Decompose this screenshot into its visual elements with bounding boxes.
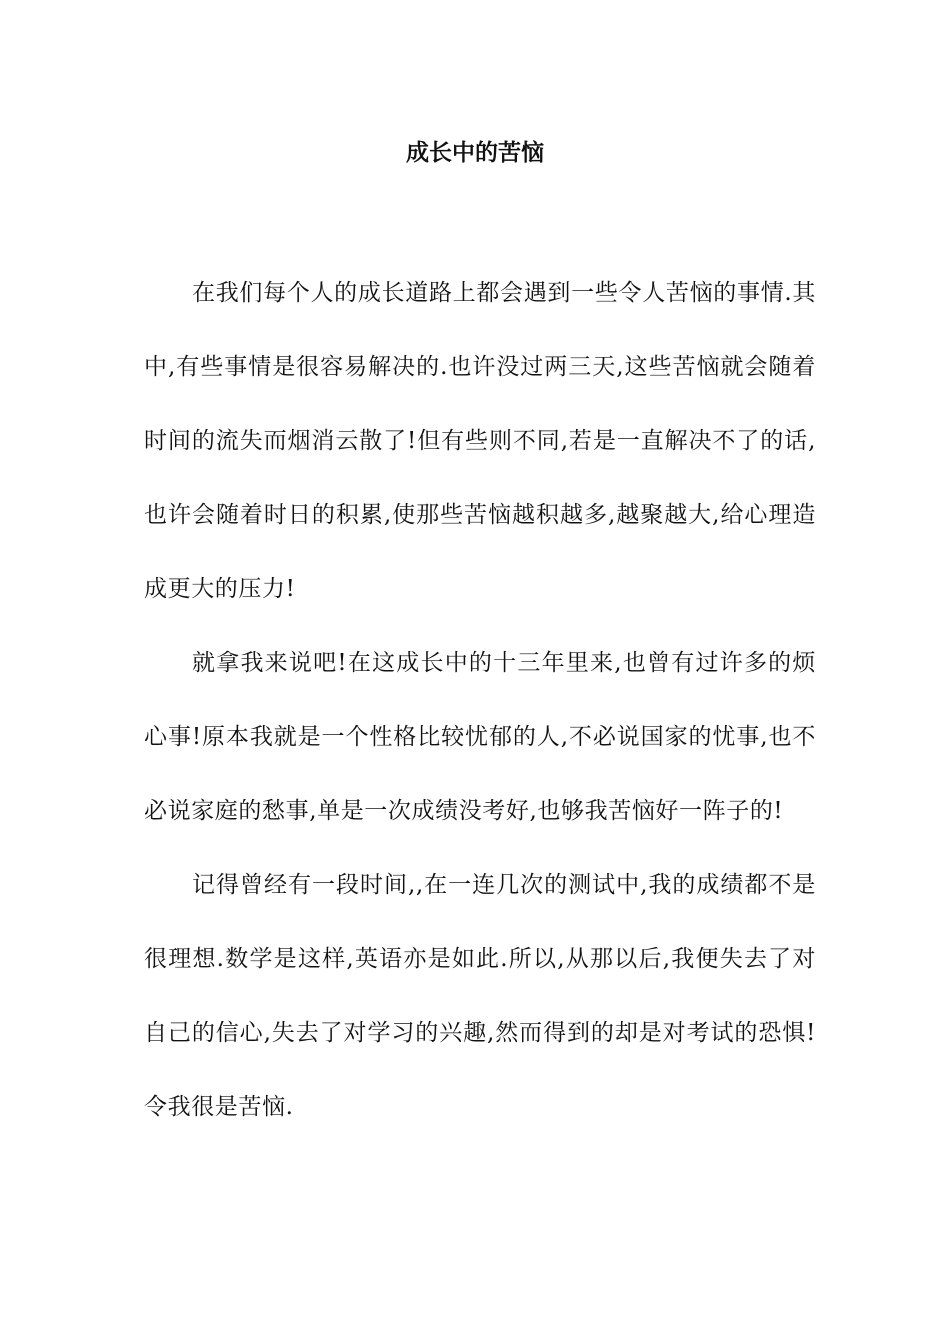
document-title: 成长中的苦恼	[406, 140, 544, 166]
document-body	[144, 256, 816, 1144]
paragraph-1: 在我们每个人的成长道路上都会遇到一些令人苦恼的事情.其中,有些事情是很容易解决的.也许没过两三天,这些苦恼就会随着时间的流失而烟消云散了!但有些则不同,若是一直解决不了的话,也许会随着时日的积累,使那些苦恼越积越多,越聚越大,给心理造成更大的压力!	[144, 280, 816, 602]
paragraph-3: 记得曾经有一段时间,,在一连几次的测试中,我的成绩都不是很理想.数学是这样,英语亦是如此.所以,从那以后,我便失去了对自己的信心,失去了对学习的兴趣,然而得到的却是对考试的恐惧!令我很是苦恼.	[144, 872, 816, 1120]
paragraph-2: 就拿我来说吧!在这成长中的十三年里来,也曾有过许多的烦心事!原本我就是一个性格比较忧郁的人,不必说国家的忧事,也不必说家庭的愁事,单是一次成绩没考好,也够我苦恼好一阵子的!	[144, 650, 816, 824]
